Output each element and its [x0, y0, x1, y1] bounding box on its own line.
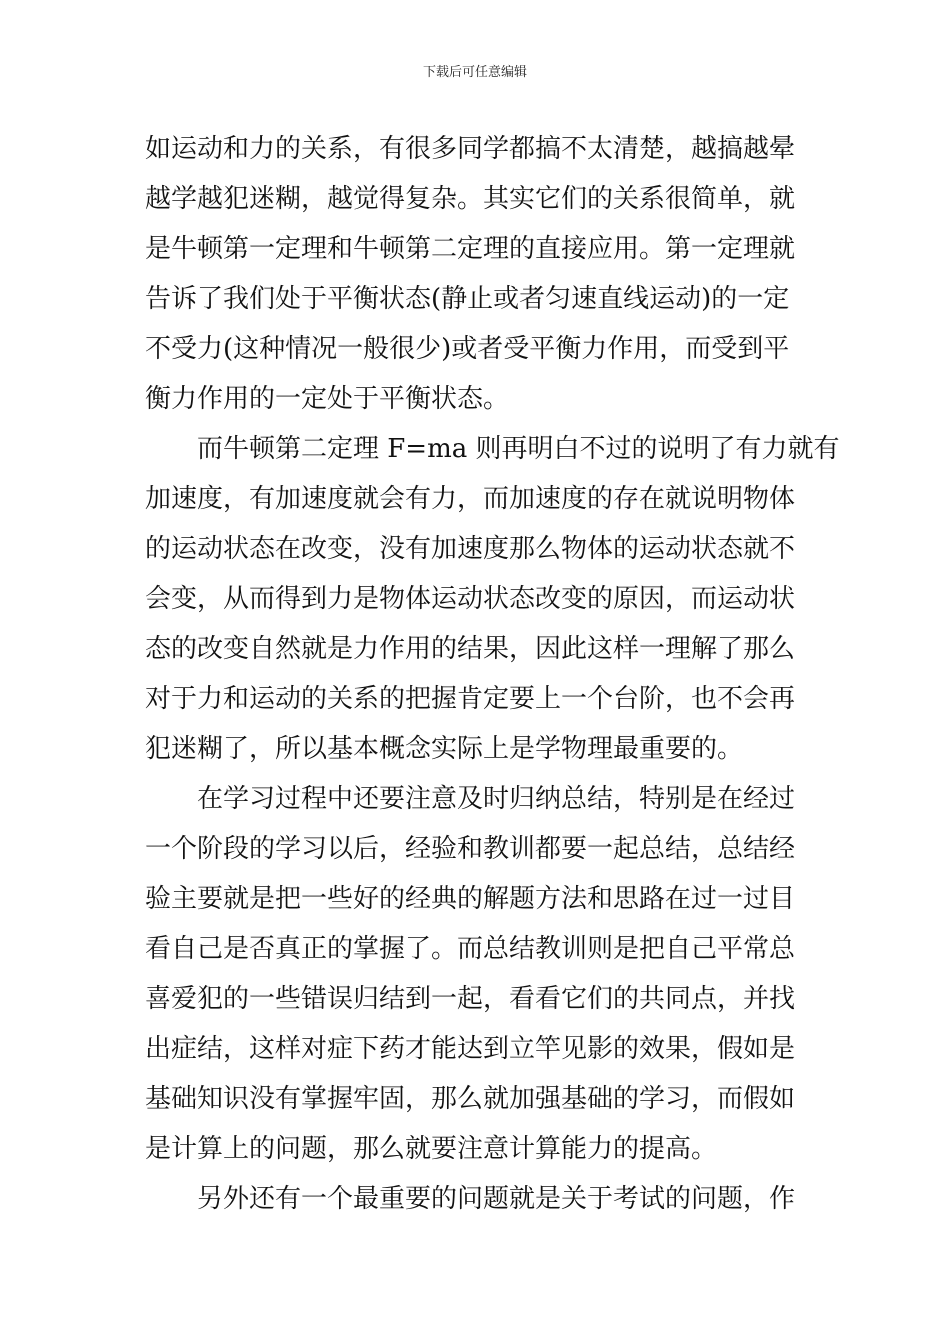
text-line: 衡力作用的一定处于平衡状态。 — [145, 384, 510, 414]
text-line: 出症结，这样对症下药才能达到立竿见影的效果，假如是 — [145, 1034, 796, 1064]
text-line: 越学越犯迷糊，越觉得复杂。其实它们的关系很简单，就 — [145, 184, 796, 214]
text-line: 告诉了我们处于平衡状态(静止或者匀速直线运动)的一定 — [145, 284, 790, 314]
paragraph-first-line: 在学习过程中还要注意及时归纳总结，特别是在经过 — [197, 784, 796, 814]
text-line: 会变，从而得到力是物体运动状态改变的原因，而运动状 — [145, 584, 796, 614]
paragraph-first-line: 而牛顿第二定理 F=ma 则再明白不过的说明了有力就有 — [197, 434, 840, 464]
text-line: 基础知识没有掌握牢固，那么就加强基础的学习，而假如 — [145, 1084, 796, 1114]
text-line: 是计算上的问题，那么就要注意计算能力的提高。 — [145, 1134, 718, 1164]
text-line: 验主要就是把一些好的经典的解题方法和思路在过一过目 — [145, 884, 796, 914]
text-line: 不受力(这种情况一般很少)或者受平衡力作用，而受到平 — [145, 334, 790, 364]
text-line: 的运动状态在改变，没有加速度那么物体的运动状态就不 — [145, 534, 796, 564]
text-line: 如运动和力的关系，有很多同学都搞不太清楚，越搞越晕 — [145, 134, 796, 164]
paragraph-first-line: 另外还有一个最重要的问题就是关于考试的问题，作 — [197, 1184, 796, 1214]
page-header: 下载后可任意编辑 — [422, 65, 527, 80]
text-line: 看自己是否真正的掌握了。而总结教训则是把自己平常总 — [145, 934, 796, 964]
text-line: 喜爱犯的一些错误归结到一起，看看它们的共同点，并找 — [145, 984, 796, 1014]
text-line: 态的改变自然就是力作用的结果，因此这样一理解了那么 — [145, 634, 796, 664]
text-line: 对于力和运动的关系的把握肯定要上一个台阶，也不会再 — [145, 684, 796, 714]
text-line: 一个阶段的学习以后，经验和教训都要一起总结，总结经 — [145, 834, 796, 864]
text-line: 犯迷糊了，所以基本概念实际上是学物理最重要的。 — [145, 734, 744, 764]
text-line: 加速度，有加速度就会有力，而加速度的存在就说明物体 — [145, 484, 796, 514]
text-line: 是牛顿第一定理和牛顿第二定理的直接应用。第一定理就 — [145, 234, 796, 264]
document-body — [145, 124, 840, 1224]
